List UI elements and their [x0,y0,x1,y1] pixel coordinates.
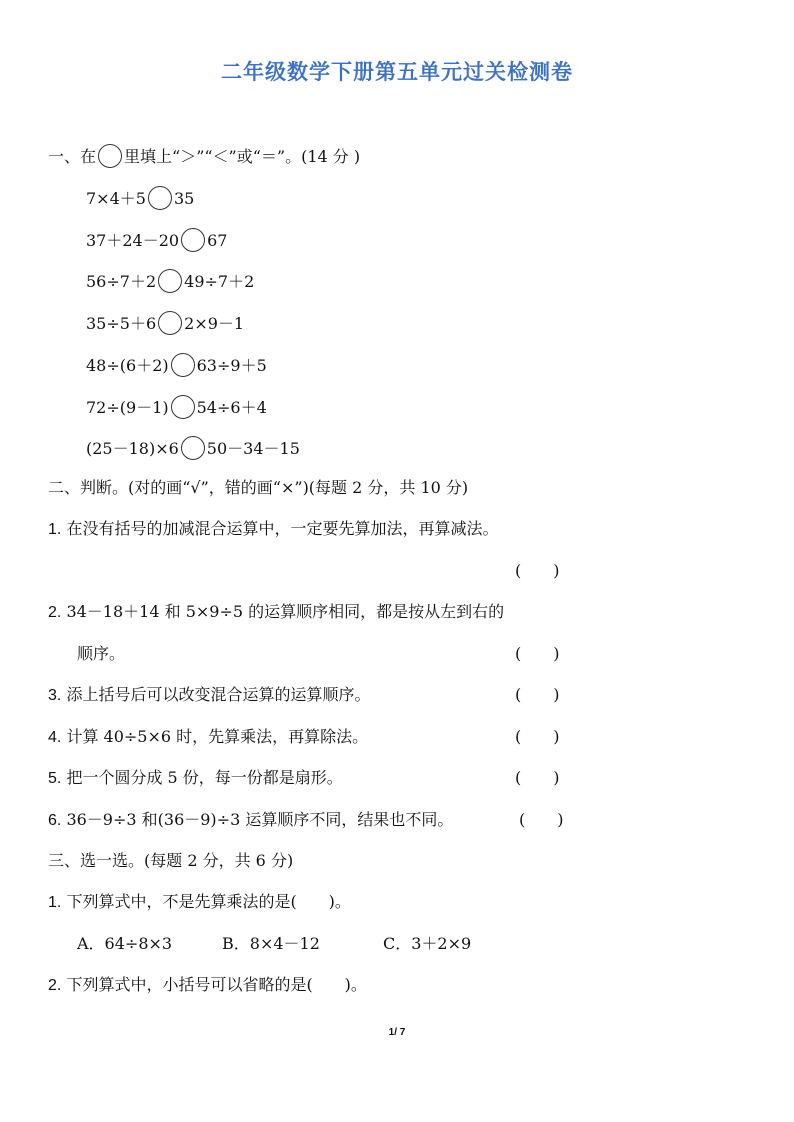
compare-right: 50－34－15 [206,439,300,458]
answer-circle-icon[interactable] [181,228,205,252]
compare-item [86,353,267,378]
answer-blank[interactable]: ( ) [515,644,560,663]
compare-item [86,395,267,420]
judge-item [48,517,498,542]
item-text: 下列算式中，不是先算乘法的是( )。 [66,892,351,911]
item-number: 4. [48,729,62,746]
compare-left: 7×4＋5 [86,189,146,208]
section3-heading: 三、选一选。(每题 2 分，共 6 分) [48,851,294,870]
item-number: 1. [48,521,62,538]
answer-circle-icon[interactable] [171,353,195,377]
item-number: 2. [48,977,62,994]
answer-blank[interactable]: ( ) [515,727,560,746]
item-text-continuation: 顺序。 [77,644,126,663]
answer-blank[interactable]: ( ) [515,685,560,704]
section1-heading [48,144,360,169]
compare-right: 49÷7＋2 [184,272,255,291]
compare-left: 72÷(9－1) [86,398,169,417]
item-text: 把一个圆分成 5 份，每一份都是扇形。 [66,768,343,787]
answer-blank[interactable]: ( ) [515,768,560,787]
answer-circle-icon[interactable] [181,436,205,460]
judge-item [48,766,343,791]
choice-option-b[interactable]: B．8×4－12 [222,934,320,953]
item-number: 5. [48,770,62,787]
answer-blank[interactable]: ( ) [519,810,564,829]
choice-option-c[interactable]: C．3＋2×9 [383,934,472,953]
compare-item [86,436,300,461]
compare-right: 2×9－1 [184,314,245,333]
page-number: 1/ 7 [388,1027,406,1038]
choice-option-a[interactable]: A．64÷8×3 [77,934,173,953]
item-number: 6. [48,812,62,829]
item-text: 计算 40÷5×6 时，先算乘法，再算除法。 [66,727,369,746]
answer-circle-icon [98,144,122,168]
compare-right: 63÷9＋5 [196,356,267,375]
item-text: 在没有括号的加减混合运算中，一定要先算加法，再算减法。 [66,519,499,538]
compare-left: 37＋24－20 [86,231,180,250]
item-number: 1. [48,894,62,911]
judge-item [48,725,368,750]
page-title: 二年级数学下册第五单元过关检测卷 [221,60,573,84]
item-text: 下列算式中，小括号可以省略的是( )。 [66,975,367,994]
choice-question [48,890,351,915]
section2-heading: 二、判断。(对的画“√”，错的画“×”)(每题 2 分，共 10 分) [48,478,469,497]
compare-left: 35÷5＋6 [86,314,157,333]
section1-prefix: 一、在 [48,147,97,166]
item-text: 添上括号后可以改变混合运算的运算顺序。 [66,685,371,704]
compare-right: 35 [173,189,195,208]
answer-blank[interactable]: ( ) [515,561,560,580]
item-number: 3. [48,687,62,704]
compare-item [86,228,227,253]
compare-left: 56÷7＋2 [86,272,157,291]
item-text: 34－18＋14 和 5×9÷5 的运算顺序相同，都是按从左到右的 [66,602,505,621]
judge-item [48,808,453,833]
compare-item [86,186,194,211]
judge-item [48,600,504,625]
answer-circle-icon[interactable] [171,395,195,419]
compare-left: (25－18)×6 [86,439,179,458]
answer-circle-icon[interactable] [158,269,182,293]
compare-right: 67 [207,231,228,250]
choice-question [48,973,367,998]
answer-circle-icon[interactable] [158,311,182,335]
compare-left: 48÷(6＋2) [86,356,169,375]
section1-suffix: 里填上“＞”“＜”或“＝”。(14 分 ) [124,147,361,166]
item-number: 2. [48,604,62,621]
judge-item [48,683,370,708]
item-text: 36－9÷3 和(36－9)÷3 运算顺序不同，结果也不同。 [66,810,454,829]
compare-right: 54÷6＋4 [196,398,267,417]
answer-circle-icon[interactable] [148,186,172,210]
compare-item [86,269,254,294]
compare-item [86,311,244,336]
